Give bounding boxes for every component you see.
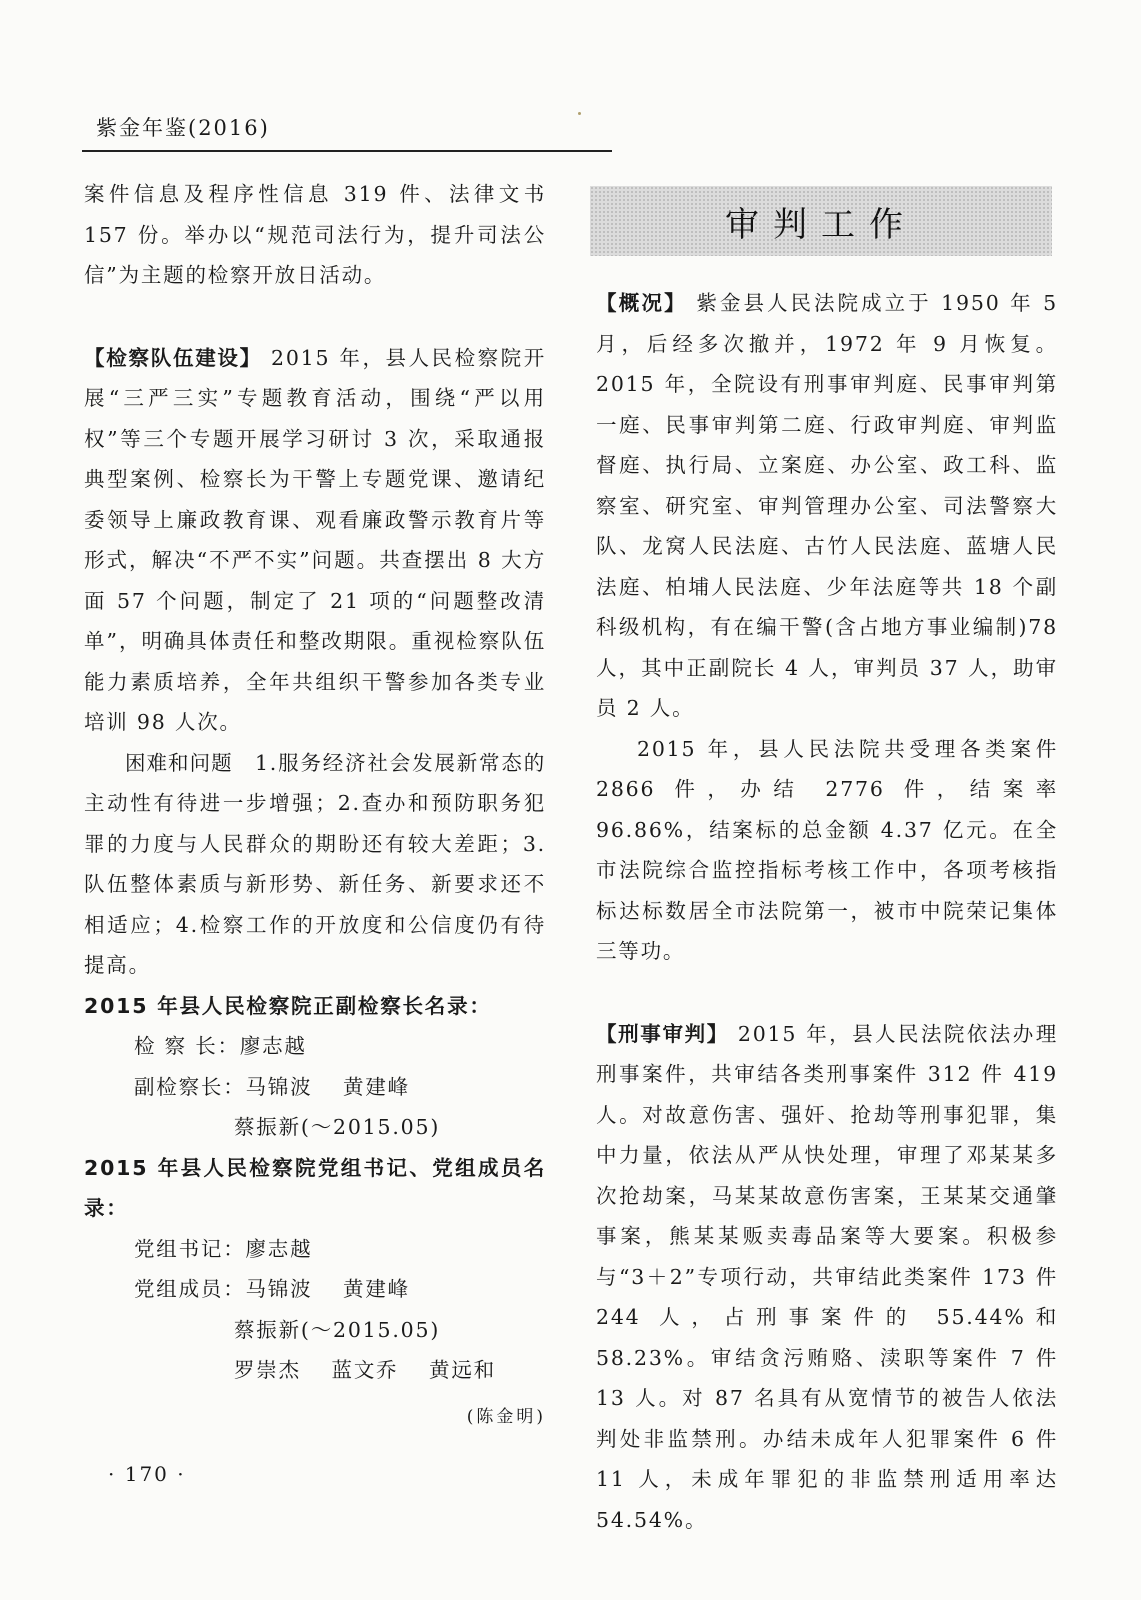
problems-text: 1.服务经济社会发展新常态的主动性有待进一步增强；2.查办和预防职务犯罪的力度与人民群众的期盼还有较大差距；3.队伍整体素质与新形势、新任务、新要求还不相适应；4.检察工作的开放度和公信度仍有待提高。 — [84, 750, 546, 977]
roster-line: 蔡振新(～2015.05) — [234, 1317, 441, 1342]
roster-line: 副检察长：马锦波 黄建峰 — [134, 1074, 410, 1099]
header-rule — [82, 150, 612, 152]
running-header: 紫金年鉴(2016) — [96, 116, 270, 140]
roster-line: 检 察 长：廖志越 — [134, 1034, 307, 1058]
section-tag-team-building: 【检察队伍建设】 — [84, 345, 262, 370]
roster-party-title: 2015 年县人民检察院党组书记、党组成员名录： — [84, 1155, 546, 1220]
roster-line: 蔡振新(～2015.05) — [234, 1115, 441, 1139]
roster-line: 罗崇杰 蓝文乔 黄远和 — [234, 1358, 496, 1382]
roster-prosecutors-title: 2015 年县人民检察院正副检察长名录： — [84, 993, 492, 1018]
section-tag-overview: 【概况】 — [596, 291, 687, 315]
page-number: · 170 · — [108, 1462, 186, 1486]
roster-line: 党组成员：马锦波 黄建峰 — [134, 1277, 410, 1301]
section-tag-criminal-trial: 【刑事审判】 — [596, 1021, 729, 1046]
author-credit: (陈金明) — [466, 1406, 546, 1427]
criminal-trial-text: 2015 年，县人民法院依法办理刑事案件，共审结各类刑事案件 312 件 419 人。对故意伤害、强奸、抢劫等刑事犯罪，集中力量，依法从严从快处理，审理了邓某某多次抢劫案，马某某故意伤害案，王某某交通肇事案，熊某某贩卖毒品案等大要案。积极参与“3＋2”专项行动，共审结此类案件 173 件 244 人，占刑事案件的 55.44%和 58.23%。审结贪污贿赂、渎职等案件 7 件 13 人。对 87 名具有从宽情节的被告人依法判处非监禁刑。办结未成年人犯罪案件 6 件 11 人，未成年罪犯的非监禁刑适用率达 54.54%。 — [596, 1021, 1059, 1532]
section-title: 审判工作 — [725, 204, 917, 245]
paragraph-overview-2: 2015 年，县人民法院共受理各类案件 2866 件，办结 2776 件，结案率 96.86%，结案标的总金额 4.37 亿元。在全市法院综合监控指标考核工作中，各项考核指标达标数居全市法院第一，被市中院荣记集体三等功。 — [596, 736, 1058, 963]
right-column — [596, 283, 1058, 1540]
scan-speck — [578, 112, 581, 115]
paragraph-overview — [596, 283, 1058, 729]
left-column — [84, 174, 546, 1437]
paragraph-criminal-trial — [596, 1014, 1058, 1541]
paragraph-problems — [84, 743, 546, 986]
team-building-text: 2015 年，县人民检察院开展“三严三实”专题教育活动，围绕“严以用权”等三个专题开展学习研讨 3 次，采取通报典型案例、检察长为干警上专题党课、邀请纪委领导上廉政教育课、观看廉政警示教育片等形式，解决“不严不实”问题。共查摆出 8 大方面 57 个问题，制定了 21 项的“问题整改清单”，明确具体责任和整改期限。重视检察队伍能力素质培养，全年共组织干警参加各类专业培训 98 人次。 — [84, 345, 547, 734]
roster-line: 党组书记：廖志越 — [134, 1236, 313, 1261]
overview-text: 紫金县人民法院成立于 1950 年 5 月，后经多次撤并，1972 年 9 月恢复。2015 年，全院设有刑事审判庭、民事审判第一庭、民事审判第二庭、行政审判庭、审判监督庭、执行局、立案庭、办公室、政工科、监察室、研究室、审判管理办公室、司法警察大队、龙窝人民法庭、古竹人民法庭、蓝塘人民法庭、柏埔人民法庭、少年法庭等共 18 个副科级机构，有在编干警(含占地方事业编制)78 人，其中正副院长 4 人，审判员 37 人，助审员 2 人。 — [596, 291, 1058, 720]
paragraph-continued: 案件信息及程序性信息 319 件、法律文书 157 份。举办以“规范司法行为，提升司法公信”为主题的检察开放日活动。 — [84, 182, 546, 287]
problems-heading: 困难和问题 — [125, 750, 233, 775]
paragraph-team-building — [84, 338, 546, 743]
section-banner — [590, 186, 1052, 256]
